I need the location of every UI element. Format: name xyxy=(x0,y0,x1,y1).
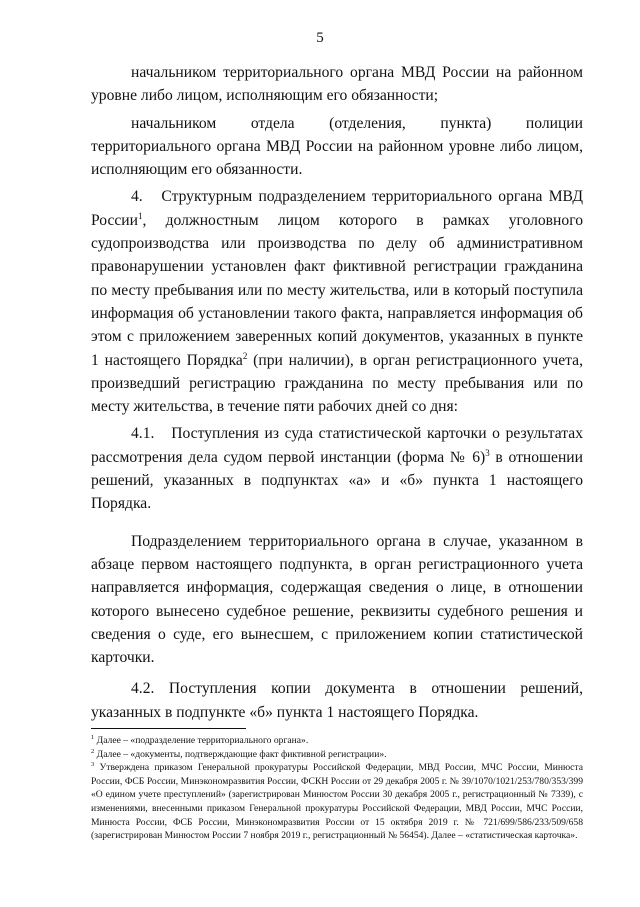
paragraph-item-4-1 xyxy=(91,422,583,515)
footnote-ref-2: 2 xyxy=(242,350,248,361)
footnote-ref-3: 3 xyxy=(485,447,490,458)
paragraph-item-4-1-text-b: в отношении решений, указанных в подпунктах «а» и «б» пункта 1 настоящего Порядка. xyxy=(91,448,583,513)
paragraph-item-4-text-b: , должностным лицом которого в рамках уголовного судопроизводства или производства по делу об административном правонарушении установлен факт фиктивной регистрации гражданина по месту пребывания или по месту жительства, или в который поступила информация об установлении такого факта, направляется информация об этом с приложением заверенных копий документов, указанных в пункте 1 настоящего Порядка xyxy=(91,211,583,369)
document-body xyxy=(91,61,583,728)
paragraph-head-of-territorial-body: начальником территориального органа МВД России на районном уровне либо лицом, исполняющим его обязанности; xyxy=(91,64,583,105)
footnote-marker: 1 xyxy=(91,733,95,741)
footnote-3 xyxy=(91,761,583,843)
paragraph-item-4-text-a: 4. Структурным подразделением территориального органа МВД России xyxy=(91,188,583,229)
paragraph-item-4-2: 4.2. Поступления копии документа в отношении решений, указанных в подпункте «б» пункта 1 настоящего Порядка. xyxy=(91,680,583,721)
footnote-text: Далее – «подразделение территориального органа». xyxy=(94,735,309,746)
footnote-text: Утверждена приказом Генеральной прокуратуры Российской Федерации, МВД России, МЧС России, Минюста России, ФСБ России, Минэкономразвития России, ФСКН России от 29 декабря 2005 г. № 39/1070/1021/253/780/353/399 «О едином учете преступлений» (зарегистрирован Минюстом России 30 декабря 2005 г., регистрационный № 7339), с изменениями, внесенными приказом Генеральной прокуратуры Российской Федерации, МВД России, МЧС России, Минюста России, ФСБ России, Минэкономразвития России от 15 октября 2019 г. № 721/699/586/233/509/658 (зарегистрирован Минюстом России 7 ноября 2019 г., регистрационный № 56454). Далее – «статистическая карточка». xyxy=(91,762,583,842)
paragraph-item-4-text-c: (при наличии), в орган регистрационного учета, произведший регистрацию гражданина по месту пребывания или по месту жительства, в течение пяти рабочих дней со дня: xyxy=(91,351,583,416)
footnote-1 xyxy=(91,734,583,748)
paragraph-item-4 xyxy=(91,185,583,418)
paragraph-head-of-police-department: начальником отдела (отделения, пункта) полиции территориального органа МВД России на районном уровне либо лицом, исполняющим его обязанности. xyxy=(91,114,583,179)
footnote-marker: 2 xyxy=(91,747,95,755)
footnote-2 xyxy=(91,748,583,762)
footnotes xyxy=(91,734,583,843)
footnote-separator xyxy=(91,728,246,729)
footnote-text: Далее – «документы, подтверждающие факт фиктивной регистрации». xyxy=(94,748,387,760)
paragraph-item-4-1-text-a: 4.1. Поступления из суда статистической карточки о результатах рассмотрения дела судом первой инстанции (форма № 6) xyxy=(91,425,583,466)
page-number: 5 xyxy=(316,30,324,46)
footnote-marker: 3 xyxy=(91,761,95,768)
paragraph-item-4-1-second: Подразделением территориального органа в случае, указанном в абзаце первом настоящего подпункта, в орган регистрационного учета направляется информация, содержащая сведения о лице, в отношении которого вынесено судебное решение, реквизиты судебного решения и сведения о суде, его вынесшем, с приложением копии статистической карточки. xyxy=(91,532,583,667)
footnote-ref-1: 1 xyxy=(138,210,143,221)
